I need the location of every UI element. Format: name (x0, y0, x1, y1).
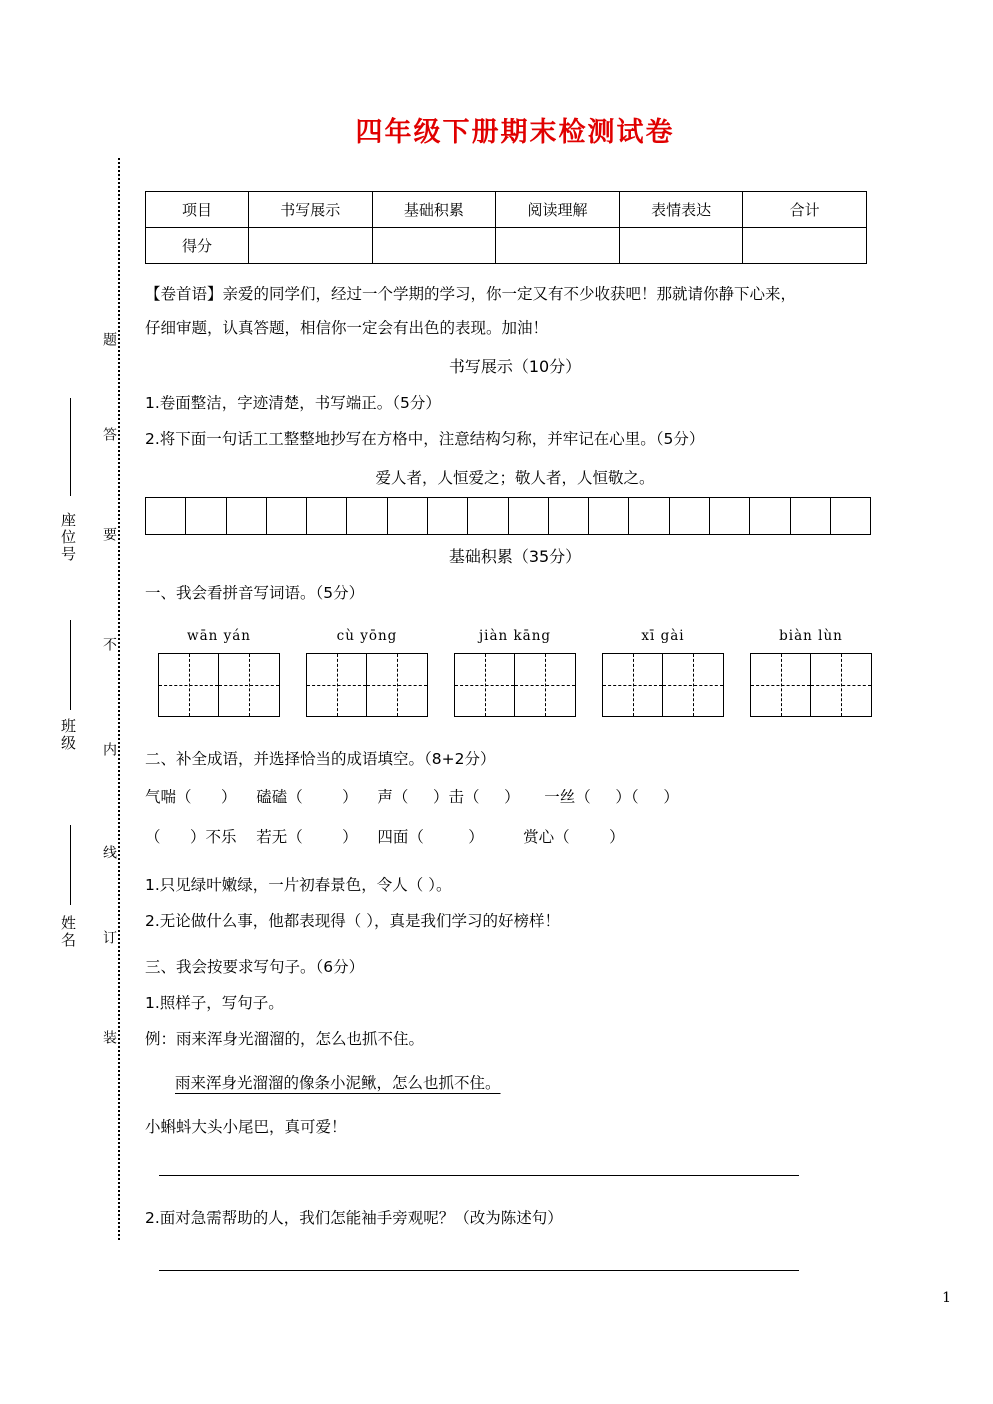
writing-item-2: 2.将下面一句话工工整整地抄写在方格中，注意结构匀称，并牢记在心里。（5分） (145, 430, 705, 448)
score-cell-basics[interactable] (372, 228, 496, 264)
score-header-expression: 表情表达 (619, 192, 743, 228)
tianzige-slot (589, 653, 737, 717)
score-header-writing: 书写展示 (249, 192, 373, 228)
copy-grid-cell[interactable] (186, 498, 226, 534)
section-heading-basics: 基础积累（35分） (448, 547, 582, 566)
tianzige-cell[interactable] (811, 654, 871, 716)
score-header-basics: 基础积累 (372, 192, 496, 228)
tianzige-slot (293, 653, 441, 717)
binding-dotted-line (118, 158, 120, 1240)
tianzige-cell[interactable] (455, 654, 515, 716)
page-number: 1 (942, 1290, 951, 1306)
sentence-example-label: 例：雨来浑身光溜溜的，怎么也抓不住。 (145, 1030, 425, 1048)
pinyin-text-4: biàn lùn (779, 628, 843, 644)
pinyin-group-1 (293, 625, 441, 644)
binding-char-7: 装 (101, 1030, 117, 1044)
copy-grid-cell[interactable] (831, 498, 871, 534)
idiom-row-1[interactable]: 气喘（ ） 磕磕（ ） 声（ ）击（ ） 一丝（ ）（ ） (145, 788, 679, 806)
score-cell-writing[interactable] (249, 228, 373, 264)
field-label-seat-number: 座位号 (59, 512, 77, 563)
copy-grid-cell[interactable] (750, 498, 790, 534)
binding-char-4: 内 (101, 742, 117, 756)
question-1-title: 一、我会看拼音写词语。（5分） (145, 584, 365, 602)
preamble-line-2: 仔细审题，认真答题，相信你一定会有出色的表现。加油！ (145, 319, 549, 337)
field-label-class: 班级 (59, 718, 77, 752)
binding-char-1: 答 (101, 427, 117, 441)
pinyin-text-1: cù yōng (336, 628, 398, 644)
copy-grid-cell[interactable] (388, 498, 428, 534)
answer-line-2[interactable] (159, 1270, 799, 1271)
field-rule-class (70, 620, 71, 710)
pinyin-group-4 (737, 625, 885, 644)
tianzige-slot (441, 653, 589, 717)
sentence-prompt-1: 小蝌蚪大头小尾巴，真可爱！ (145, 1118, 347, 1136)
field-label-name: 姓名 (59, 915, 77, 949)
score-row-label: 得分 (146, 228, 249, 264)
tianzige-slot (737, 653, 885, 717)
preamble-block (145, 277, 885, 345)
copy-grid-cell[interactable] (468, 498, 508, 534)
tianzige-cell[interactable] (307, 654, 367, 716)
section-heading-writing: 书写展示（10分） (448, 357, 582, 376)
copy-grid-cell[interactable] (267, 498, 307, 534)
tianzige-cell[interactable] (219, 654, 279, 716)
page-title: 四年级下册期末检测试卷 (355, 117, 675, 148)
idiom-fill-2[interactable]: 2.无论做什么事，他都表现得（ ），真是我们学习的好榜样！ (145, 912, 560, 930)
tianzige-cell[interactable] (751, 654, 811, 716)
tianzige-cell[interactable] (663, 654, 723, 716)
pinyin-text-2: jiàn kāng (478, 628, 552, 644)
tianzige-box[interactable] (750, 653, 872, 717)
score-table-header-row (146, 192, 867, 228)
score-cell-reading[interactable] (496, 228, 620, 264)
field-rule-seat-number (70, 398, 71, 496)
sentence-item-2: 2.面对急需帮助的人，我们怎能袖手旁观呢？（改为陈述句） (145, 1209, 563, 1227)
field-rule-name (70, 825, 71, 905)
copy-grid-cell[interactable] (509, 498, 549, 534)
binding-char-5: 线 (101, 845, 117, 859)
binding-margin (0, 0, 140, 1404)
binding-char-6: 订 (101, 930, 117, 944)
sentence-example-answer-wrap (145, 1065, 885, 1101)
tianzige-cell[interactable] (603, 654, 663, 716)
pinyin-label-row (145, 625, 885, 644)
tianzige-box[interactable] (158, 653, 280, 717)
copy-grid-cell[interactable] (791, 498, 831, 534)
binding-char-3: 不 (101, 637, 117, 651)
tianzige-box[interactable] (454, 653, 576, 717)
tianzige-box[interactable] (602, 653, 724, 717)
copy-grid-cell[interactable] (670, 498, 710, 534)
copy-grid-cell[interactable] (629, 498, 669, 534)
score-cell-total[interactable] (743, 228, 867, 264)
tianzige-cell[interactable] (367, 654, 427, 716)
writing-item-1: 1.卷面整洁，字迹清楚，书写端正。（5分） (145, 394, 441, 412)
tianzige-cell[interactable] (515, 654, 575, 716)
copy-grid-cell[interactable] (549, 498, 589, 534)
score-header-total: 合计 (743, 192, 867, 228)
score-header-item: 项目 (146, 192, 249, 228)
score-header-reading: 阅读理解 (496, 192, 620, 228)
sentence-example-answer: 雨来浑身光溜溜的像条小泥鳅，怎么也抓不住。 (175, 1074, 501, 1092)
pinyin-text-3: xī gài (641, 628, 685, 644)
tianzige-slot (145, 653, 293, 717)
preamble-line-1: 【卷首语】亲爱的同学们，经过一个学期的学习，你一定又有不少收获吧！那就请你静下心来， (145, 285, 797, 303)
score-table (145, 191, 867, 264)
copy-grid[interactable] (145, 497, 871, 535)
copy-grid-cell[interactable] (710, 498, 750, 534)
binding-char-0: 题 (101, 332, 117, 346)
question-3-title: 三、我会按要求写句子。（6分） (145, 958, 365, 976)
pinyin-group-2 (441, 625, 589, 644)
copy-grid-cell[interactable] (589, 498, 629, 534)
tianzige-box[interactable] (306, 653, 428, 717)
copy-grid-cell[interactable] (146, 498, 186, 534)
pinyin-group-0 (145, 625, 293, 644)
copy-grid-cell[interactable] (347, 498, 387, 534)
tianzige-row (145, 653, 885, 717)
sentence-item-1: 1.照样子，写句子。 (145, 994, 284, 1012)
tianzige-cell[interactable] (159, 654, 219, 716)
idiom-row-2[interactable]: （ ）不乐 若无（ ） 四面（ ） 赏心（ ） (145, 828, 625, 846)
score-table-row (146, 228, 867, 264)
copy-grid-cell[interactable] (307, 498, 347, 534)
copy-grid-cell[interactable] (227, 498, 267, 534)
answer-line-1[interactable] (159, 1175, 799, 1176)
pinyin-group-3 (589, 625, 737, 644)
binding-char-2: 要 (101, 527, 117, 541)
idiom-fill-1[interactable]: 1.只见绿叶嫩绿，一片初春景色，令人（ ）。 (145, 876, 452, 894)
copy-grid-cell[interactable] (428, 498, 468, 534)
writing-quote: 爱人者，人恒爱之；敬人者，人恒敬之。 (375, 469, 655, 487)
paper-content (145, 0, 885, 1271)
pinyin-text-0: wān yán (187, 628, 251, 644)
score-cell-expression[interactable] (619, 228, 743, 264)
question-2-title: 二、补全成语，并选择恰当的成语填空。（8+2分） (145, 750, 496, 768)
